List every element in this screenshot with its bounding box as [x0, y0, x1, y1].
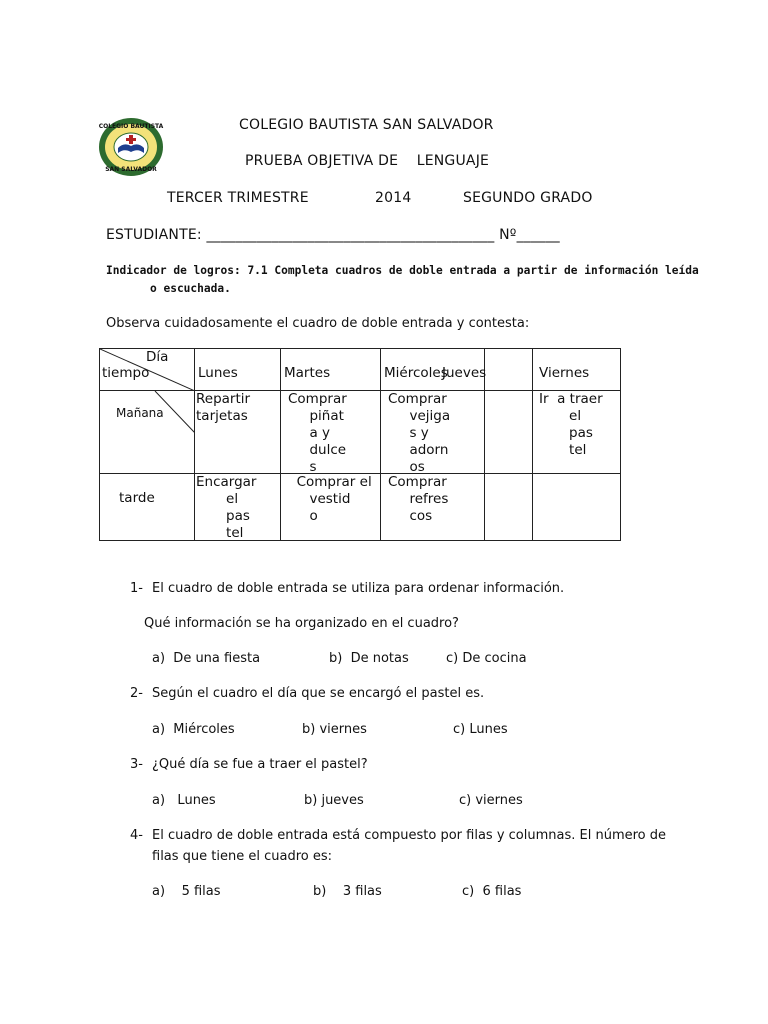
corner-cell [100, 349, 195, 391]
question-2-option-b[interactable]: b) viernes [302, 722, 367, 737]
question-4-option-b[interactable]: b) 3 filas [313, 884, 382, 899]
day-header-tuesday: Martes [281, 349, 381, 391]
question-3-text: ¿Qué día se fue a traer el pastel? [152, 757, 368, 772]
question-2-option-c[interactable]: c) Lunes [453, 722, 508, 737]
test-title: PRUEBA OBJETIVA DE LENGUAJE [245, 153, 490, 169]
trimester-label: TERCER TRIMESTRE [167, 190, 309, 206]
school-name: COLEGIO BAUTISTA SAN SALVADOR [239, 117, 494, 133]
question-3-option-a[interactable]: a) Lunes [152, 793, 216, 808]
day-header-friday: Viernes [533, 349, 621, 391]
question-1-option-b[interactable]: b) De notas [329, 651, 409, 666]
table-row-afternoon [100, 474, 621, 541]
question-3-option-b[interactable]: b) jueves [304, 793, 364, 808]
day-header-monday: Lunes [195, 349, 281, 391]
row-label-afternoon: tarde [100, 474, 195, 541]
label-diagonal-line [100, 391, 195, 474]
question-3-option-c[interactable]: c) viernes [459, 793, 523, 808]
indicator-line-1: Indicador de logros: 7.1 Completa cuadros de doble entrada a partir de información leída [106, 264, 699, 277]
question-4-option-c[interactable]: c) 6 filas [462, 884, 522, 899]
day-header-wednesday: Miércoles [381, 349, 485, 391]
school-logo-seal [96, 115, 166, 179]
table-cell: Comprar piñat a y dulce s [281, 391, 381, 474]
double-entry-table [99, 348, 621, 541]
table-cell: Comprar el vestid o [281, 474, 381, 541]
question-4-text: El cuadro de doble entrada está compuesto por filas y columnas. El número de [152, 828, 666, 843]
question-4-text-line-2: filas que tiene el cuadro es: [152, 849, 333, 864]
grade-label: SEGUNDO GRADO [463, 190, 593, 206]
table-cell: Repartir tarjetas [195, 391, 281, 474]
svg-text:COLEGIO BAUTISTA: COLEGIO BAUTISTA [98, 123, 164, 130]
day-header-thursday: Jueves [485, 349, 533, 391]
table-header-row [100, 349, 621, 391]
corner-time-label: tiempo [102, 365, 150, 381]
corner-day-label: Día [146, 349, 169, 365]
table-cell: Ir a traer el pas tel [533, 391, 621, 474]
question-1-subtext: Qué información se ha organizado en el cuadro? [144, 616, 459, 631]
table-row-morning [100, 391, 621, 474]
question-4-number: 4- [130, 828, 143, 843]
instruction-text: Observa cuidadosamente el cuadro de doble entrada y contesta: [106, 316, 530, 331]
question-2-number: 2- [130, 686, 143, 701]
question-3-number: 3- [130, 757, 143, 772]
table-cell [533, 474, 621, 541]
question-1-option-a[interactable]: a) De una fiesta [152, 651, 261, 666]
row-label-morning: Mañana [100, 391, 195, 474]
table-cell [485, 474, 533, 541]
question-4-option-a[interactable]: a) 5 filas [152, 884, 221, 899]
question-1-text: El cuadro de doble entrada se utiliza para ordenar información. [152, 581, 565, 596]
year-label: 2014 [375, 190, 412, 206]
table-cell: Encargar el pas tel [195, 474, 281, 541]
question-2-text: Según el cuadro el día que se encargó el pastel es. [152, 686, 485, 701]
table-cell [485, 391, 533, 474]
question-2-option-a[interactable]: a) Miércoles [152, 722, 235, 737]
indicator-line-2: o escuchada. [150, 282, 231, 295]
student-name-line: ESTUDIANTE: ________________________________________ Nº______ [106, 227, 560, 243]
table-cell: Comprar vejiga s y adorn os [381, 391, 485, 474]
question-1-number: 1- [130, 581, 143, 596]
table-cell: Comprar refres cos [381, 474, 485, 541]
svg-text:SAN SALVADOR: SAN SALVADOR [105, 166, 157, 173]
question-1-option-c[interactable]: c) De cocina [446, 651, 527, 666]
